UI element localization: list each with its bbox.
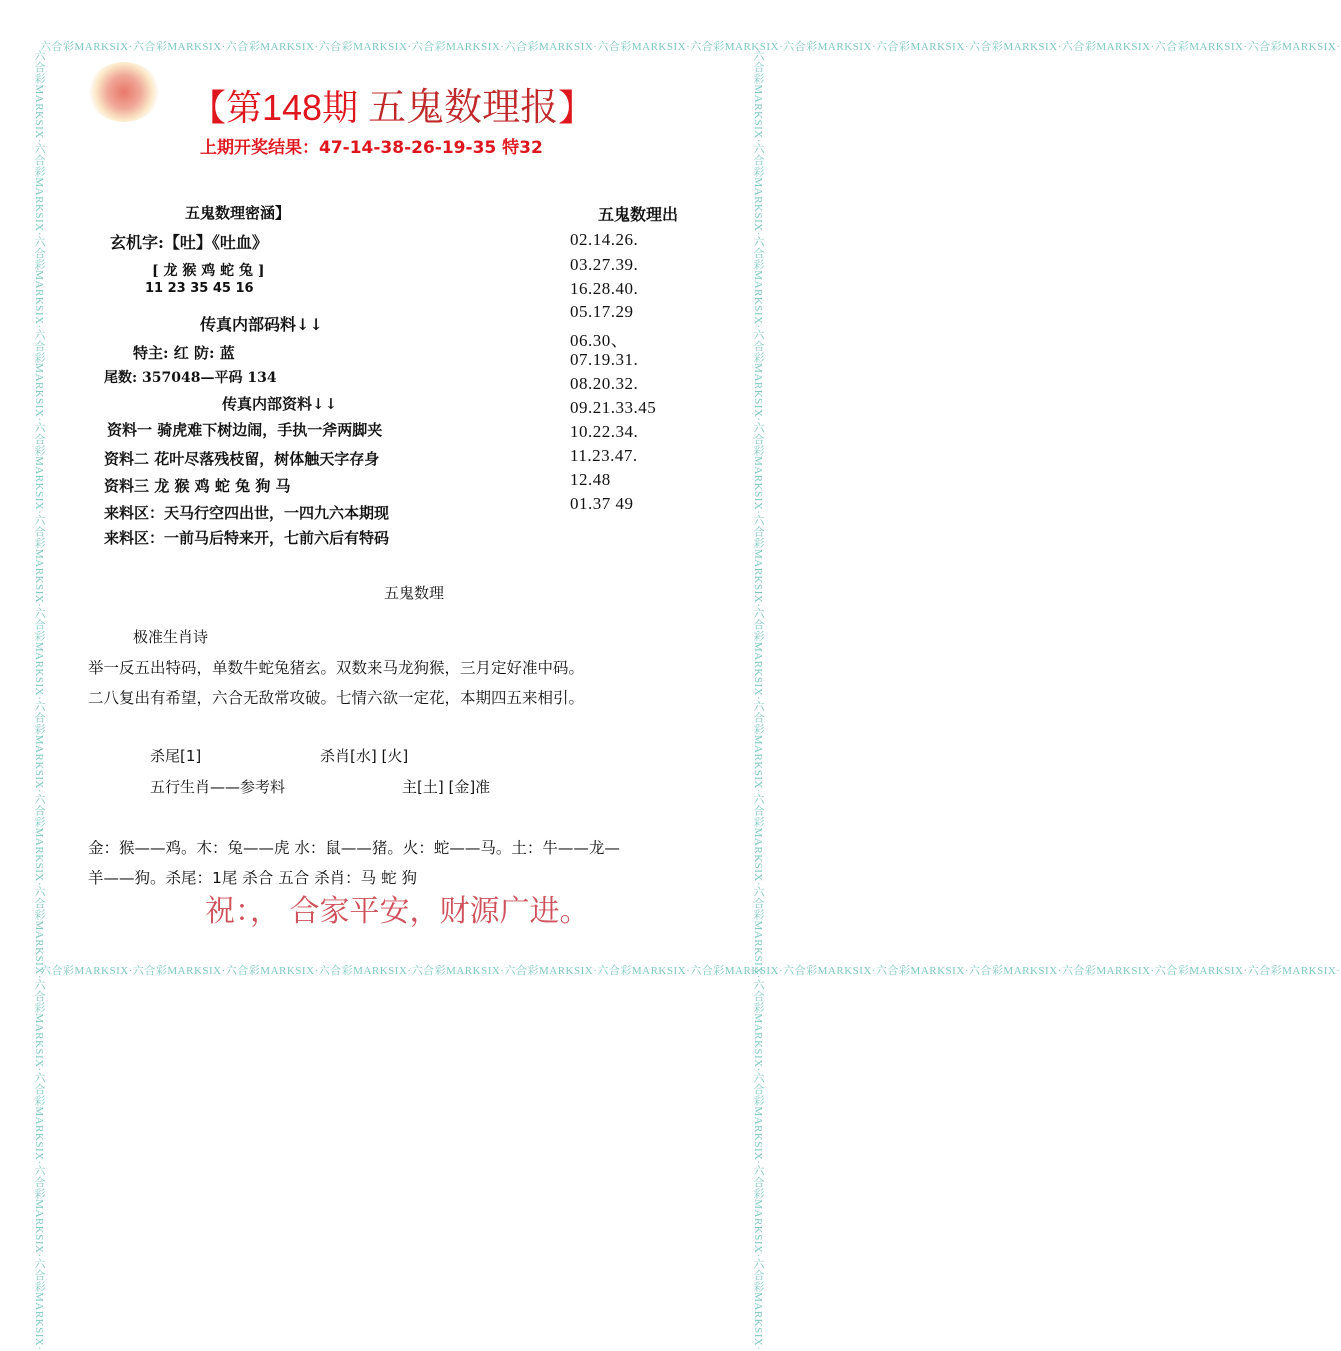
kill-tail: 杀尾[1]: [150, 747, 202, 765]
number-row: 07.19.31.: [570, 350, 639, 369]
number-row: 03.27.39.: [570, 255, 639, 274]
number-row: 01.37 49: [570, 494, 634, 513]
page-title: [190, 76, 594, 131]
wuxing-reference: 五行生肖——参考料: [150, 778, 286, 796]
elements-line-2: 羊——狗。杀尾：1尾 杀合 五合 杀肖：马 蛇 狗: [88, 869, 417, 887]
poem-title: 极准生肖诗: [133, 628, 209, 646]
wuxing-main: 主[土] [金]准: [402, 778, 491, 796]
watermark-border-bottom: 六合彩MARKSIX·六合彩MARKSIX·六合彩MARKSIX·六合彩MARKSIX·六合彩MARKSIX·六合彩MARKSIX·六合彩MARKSIX·六合彩MARKSIX·六合彩MARKSIX·六合彩MARKSIX·六合彩MARKSIX·六合彩MARKSIX·六合彩MARKSIX·六合彩MARKSIX·: [40, 965, 1341, 977]
poem-line-2: 二八复出有希望，六合无敌常攻破。七情六欲一定花，本期四五来相引。: [88, 689, 585, 707]
number-row: 06.30、: [570, 331, 629, 350]
zodiac-list: [ 龙 猴 鸡 蛇 兔 ]: [152, 263, 265, 279]
data-item-4: 来料区：天马行空四出世，一四九六本期现: [104, 504, 390, 522]
section-title: 五鬼数理: [384, 584, 445, 602]
kill-zodiac: 杀肖[水] [火]: [320, 747, 409, 765]
number-row: 02.14.26.: [570, 230, 639, 249]
watermark-border-right: 六合彩MARKSIX·六合彩MARKSIX·六合彩MARKSIX·六合彩MARKSIX·六合彩MARKSIX·六合彩MARKSIX·六合彩MARKSIX·六合彩MARKSIX·六合彩MARKSIX·六合彩MARKSIX·六合彩MARKSIX·六合彩MARKSIX·六合彩MARKSIX·六合彩MARKSIX·: [752, 50, 764, 1351]
right-heading: 五鬼数理出: [598, 205, 679, 224]
data-item-3: 资料三 龙 猴 鸡 蛇 兔 狗 马: [104, 477, 291, 495]
data-item-2: 资料二 花叶尽落残枝留，树体触天字存身: [104, 450, 380, 468]
number-row: 08.20.32.: [570, 374, 639, 393]
left-heading: 五鬼数理密涵】: [185, 204, 291, 222]
number-row: 11.23.47.: [570, 446, 638, 465]
number-row: 16.28.40.: [570, 279, 639, 298]
title-bracket: 】: [558, 87, 595, 128]
number-row: 05.17.29: [570, 302, 634, 321]
watermark-border-top: 六合彩MARKSIX·六合彩MARKSIX·六合彩MARKSIX·六合彩MARKSIX·六合彩MARKSIX·六合彩MARKSIX·六合彩MARKSIX·六合彩MARKSIX·六合彩MARKSIX·六合彩MARKSIX·六合彩MARKSIX·六合彩MARKSIX·六合彩MARKSIX·六合彩MARKSIX·: [40, 41, 1341, 53]
number-row: 12.48: [570, 470, 611, 489]
data-item-1: 资料一 骑虎难下树边闹，手执一斧两脚夹: [107, 421, 383, 439]
last-result: 上期开奖结果：47-14-38-26-19-35 特32: [200, 138, 543, 158]
blessing-text: 祝：， 合家平安，财源广进。: [205, 894, 590, 929]
title-name: 五鬼数理报: [368, 85, 559, 129]
tail-numbers: 尾数: 357048—平码 134: [104, 370, 277, 386]
number-row: 10.22.34.: [570, 422, 639, 441]
avatar-image: [88, 62, 160, 122]
issue-number: 【第148期: [190, 87, 359, 128]
elements-line-1: 金：猴——鸡。木：兔——虎 水：鼠——猪。火：蛇——马。土：牛——龙—: [88, 839, 620, 857]
fax-data-heading: 传真内部资料↓↓: [222, 395, 338, 413]
poem-line-1: 举一反五出特码，单数牛蛇兔猪玄。双数来马龙狗猴，三月定好准中码。: [88, 659, 585, 677]
number-row: 09.21.33.45: [570, 398, 657, 417]
xuanji-text: 玄机字:【吐】《吐血》: [110, 233, 268, 252]
zodiac-numbers: 11 23 35 45 16: [145, 281, 254, 296]
watermark-border-left: 六合彩MARKSIX·六合彩MARKSIX·六合彩MARKSIX·六合彩MARKSIX·六合彩MARKSIX·六合彩MARKSIX·六合彩MARKSIX·六合彩MARKSIX·六合彩MARKSIX·六合彩MARKSIX·六合彩MARKSIX·六合彩MARKSIX·六合彩MARKSIX·六合彩MARKSIX·: [33, 50, 45, 1351]
data-item-5: 来料区：一前马后特来开，七前六后有特码: [104, 529, 390, 547]
fax-code-heading: 传真内部码料↓↓: [200, 315, 323, 334]
te-zhu: 特主: 红 防: 蓝: [133, 344, 235, 362]
